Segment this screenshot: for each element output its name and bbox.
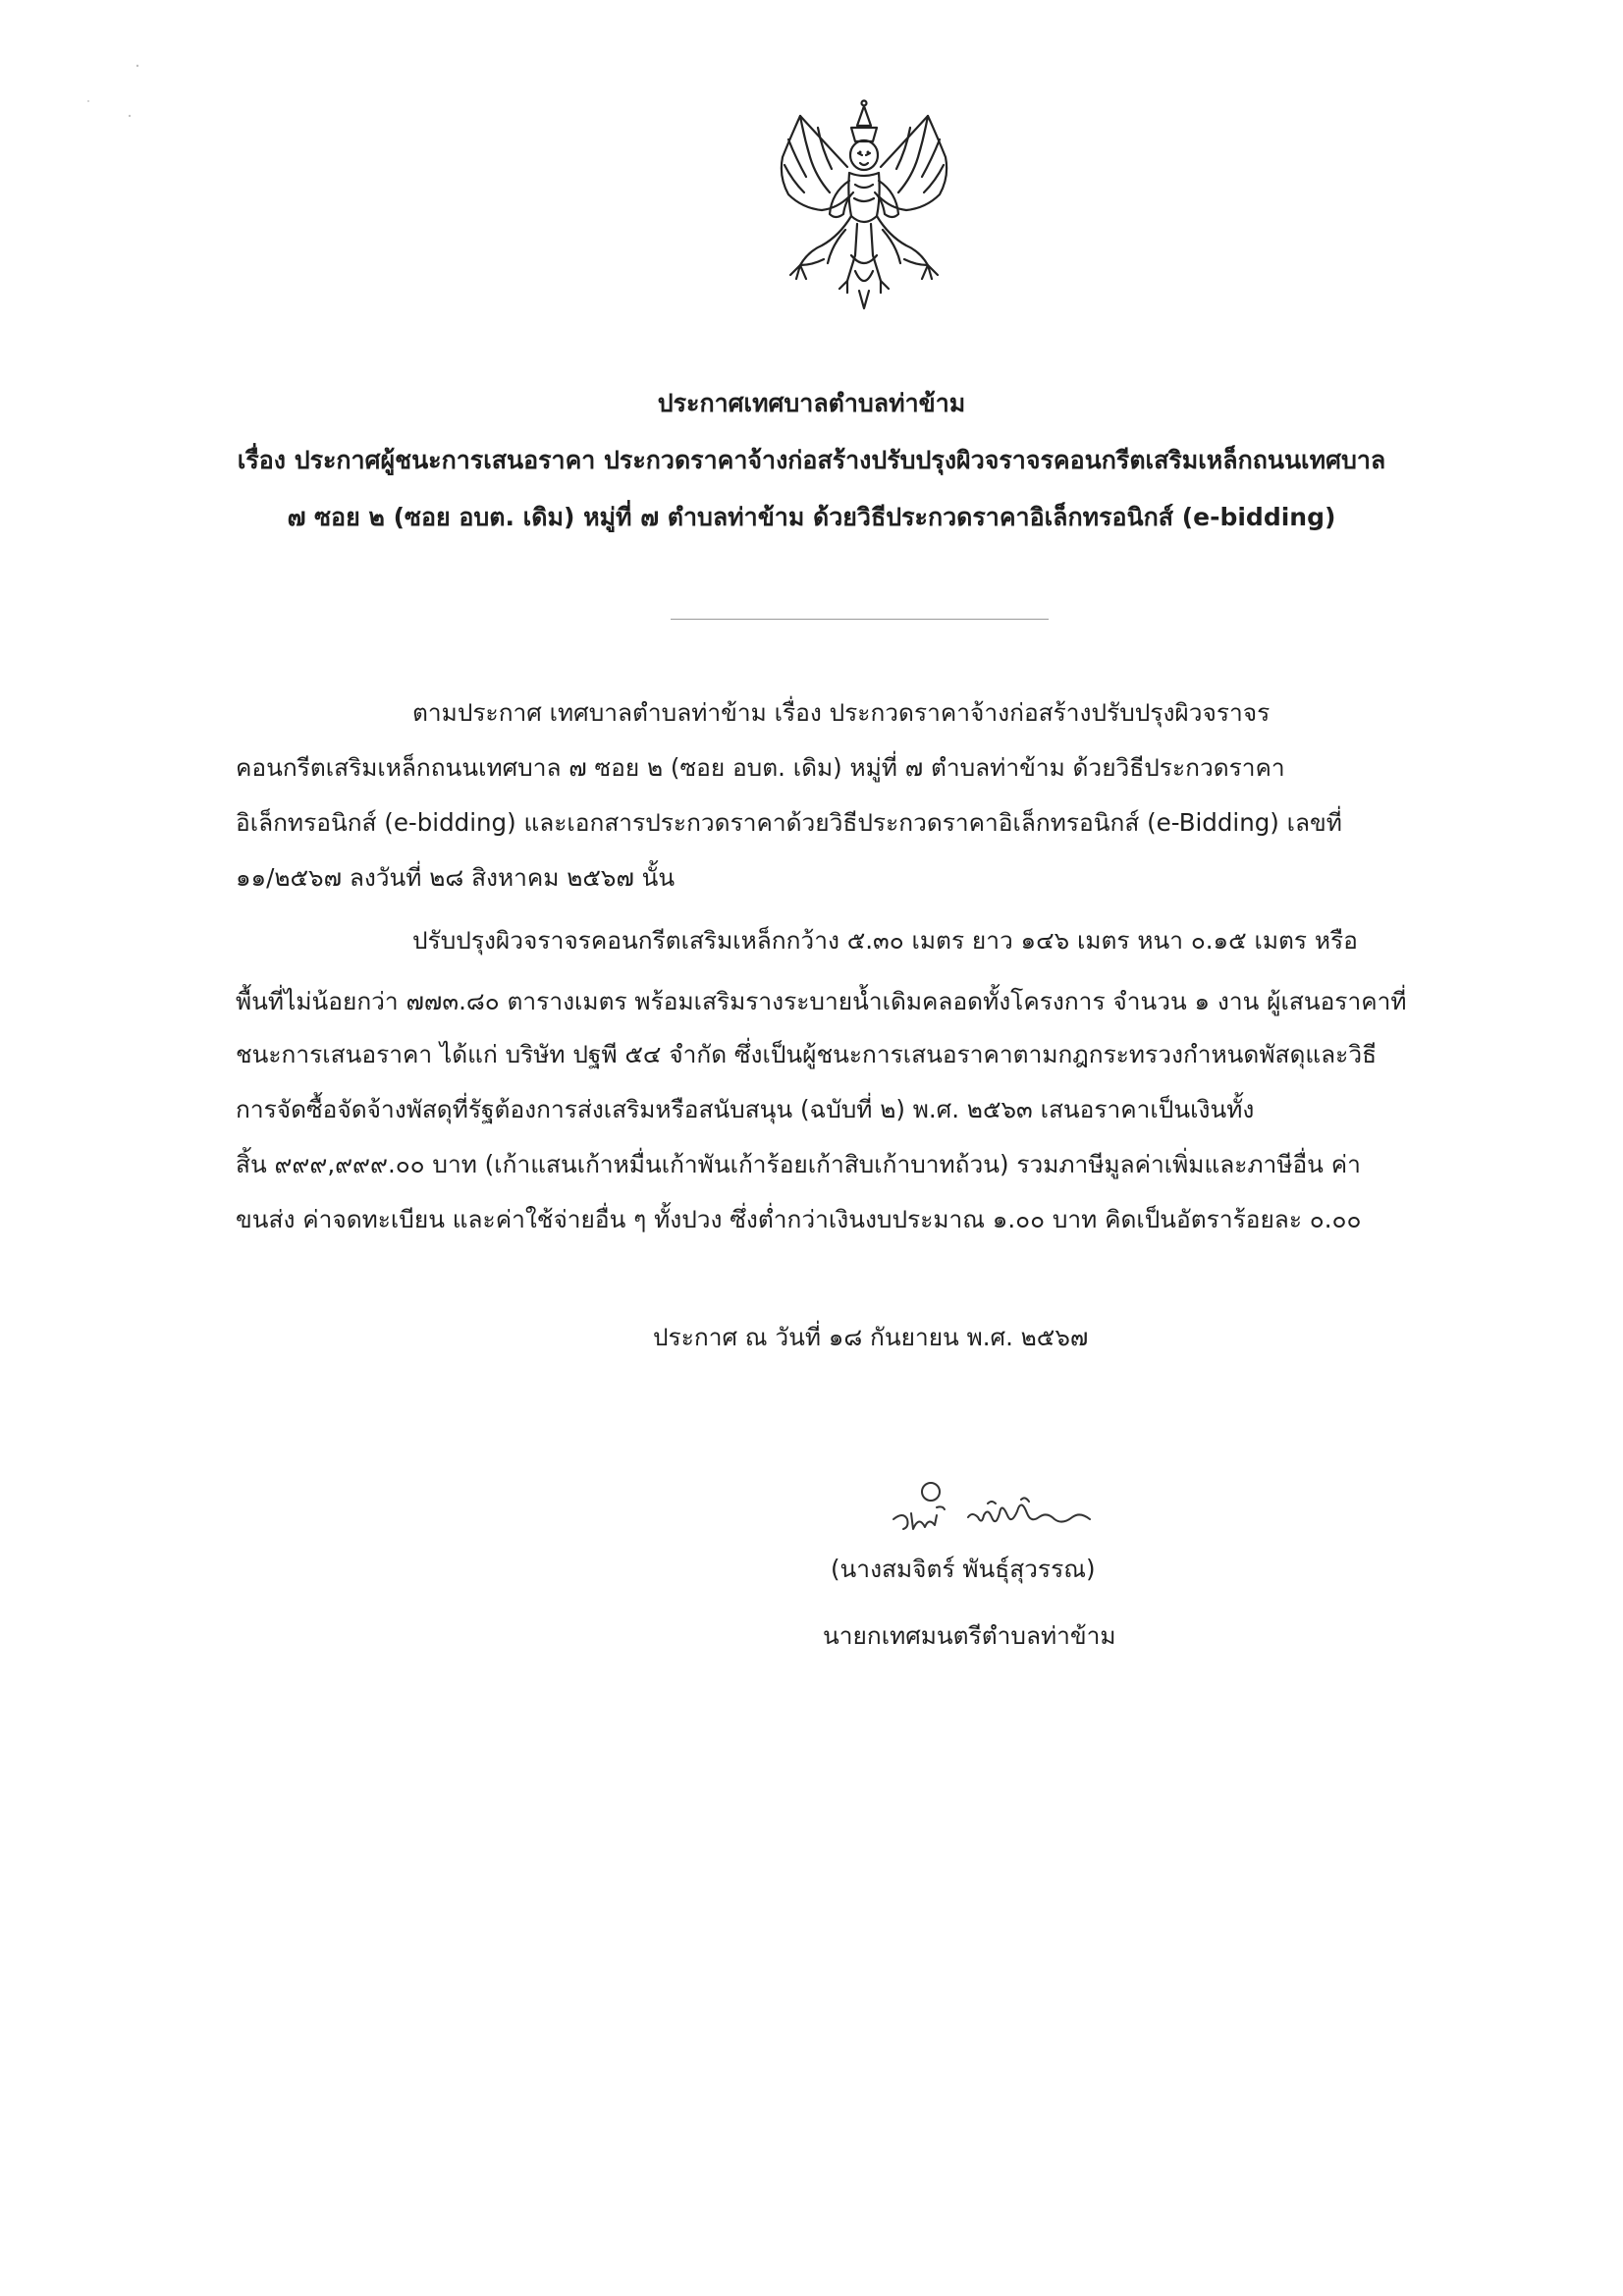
paragraph-2-line: ปรับปรุงผิวจราจรคอนกรีตเสริมเหล็กกว้าง ๕.๓๐ เมตร ยาว ๑๔๖ เมตร หนา ๐.๑๕ เมตร หรือ: [412, 926, 1358, 955]
announcement-title: ประกาศเทศบาลตำบลท่าข้าม: [657, 389, 966, 417]
subject-line-2: ๗ ซอย ๒ (ซอย อบต. เดิม) หมู่ที่ ๗ ตำบลท่าข้าม ด้วยวิธีประกวดราคาอิเล็กทรอนิกส์ (e-bidding): [287, 503, 1336, 531]
paragraph-1-line: คอนกรีตเสริมเหล็กถนนเทศบาล ๗ ซอย ๒ (ซอย อบต. เดิม) หมู่ที่ ๗ ตำบลท่าข้าม ด้วยวิธีประกวดราคา: [236, 753, 1285, 782]
paragraph-2-line: สิ้น ๙๙๙,๙๙๙.๐๐ บาท (เก้าแสนเก้าหมื่นเก้าพันเก้าร้อยเก้าสิบเก้าบาทถ้วน) รวมภาษีมูลค่าเพิ่มและภาษีอื่น ค่า: [236, 1150, 1361, 1178]
paragraph-2-line: การจัดซื้อจัดจ้างพัสดุที่รัฐต้องการส่งเสริมหรือสนับสนุน (ฉบับที่ ๒) พ.ศ. ๒๕๖๓ เสนอราคาเป็นเงินทั้ง: [236, 1095, 1255, 1123]
announcement-date: ประกาศ ณ วันที่ ๑๘ กันยายน พ.ศ. ๒๕๖๗: [653, 1323, 1089, 1351]
garuda-emblem-icon: [761, 98, 967, 334]
paragraph-2-line: ขนส่ง ค่าจดทะเบียน และค่าใช้จ่ายอื่น ๆ ทั้งปวง ซึ่งต่ำกว่าเงินงบประมาณ ๑.๐๐ บาท คิดเป็นอัตราร้อยละ ๐.๐๐: [236, 1205, 1362, 1233]
paragraph-1-line: อิเล็กทรอนิกส์ (e-bidding) และเอกสารประกวดราคาด้วยวิธีประกวดราคาอิเล็กทรอนิกส์ (e-Bidding) เลขที่: [236, 808, 1342, 837]
title-divider: [671, 619, 1049, 620]
signatory-name: (นางสมจิตร์ พันธุ์สุวรรณ): [831, 1555, 1096, 1583]
subject-line-1: เรื่อง ประกาศผู้ชนะการเสนอราคา ประกวดราคาจ้างก่อสร้างปรับปรุงผิวจราจรคอนกรีตเสริมเหล็กถนนเทศบาล: [237, 446, 1386, 474]
scan-specks: [59, 54, 177, 142]
handwritten-signature: [874, 1478, 1129, 1547]
paragraph-2-line: ชนะการเสนอราคา ได้แก่ บริษัท ปฐพี ๕๔ จำกัด ซึ่งเป็นผู้ชนะการเสนอราคาตามกฎกระทรวงกำหนดพัสดุและวิธี: [236, 1040, 1378, 1068]
paragraph-2-line: พื้นที่ไม่น้อยกว่า ๗๗๓.๘๐ ตารางเมตร พร้อมเสริมรางระบายน้ำเดิมคลอดทั้งโครงการ จำนวน ๑ งาน ผู้เสนอราคาที่: [236, 987, 1407, 1015]
signatory-title: นายกเทศมนตรีตำบลท่าข้าม: [823, 1621, 1116, 1650]
paragraph-1-line: ๑๑/๒๕๖๗ ลงวันที่ ๒๘ สิงหาคม ๒๕๖๗ นั้น: [236, 863, 676, 892]
paragraph-1-line: ตามประกาศ เทศบาลตำบลท่าข้าม เรื่อง ประกวดราคาจ้างก่อสร้างปรับปรุงผิวจราจร: [412, 698, 1271, 727]
